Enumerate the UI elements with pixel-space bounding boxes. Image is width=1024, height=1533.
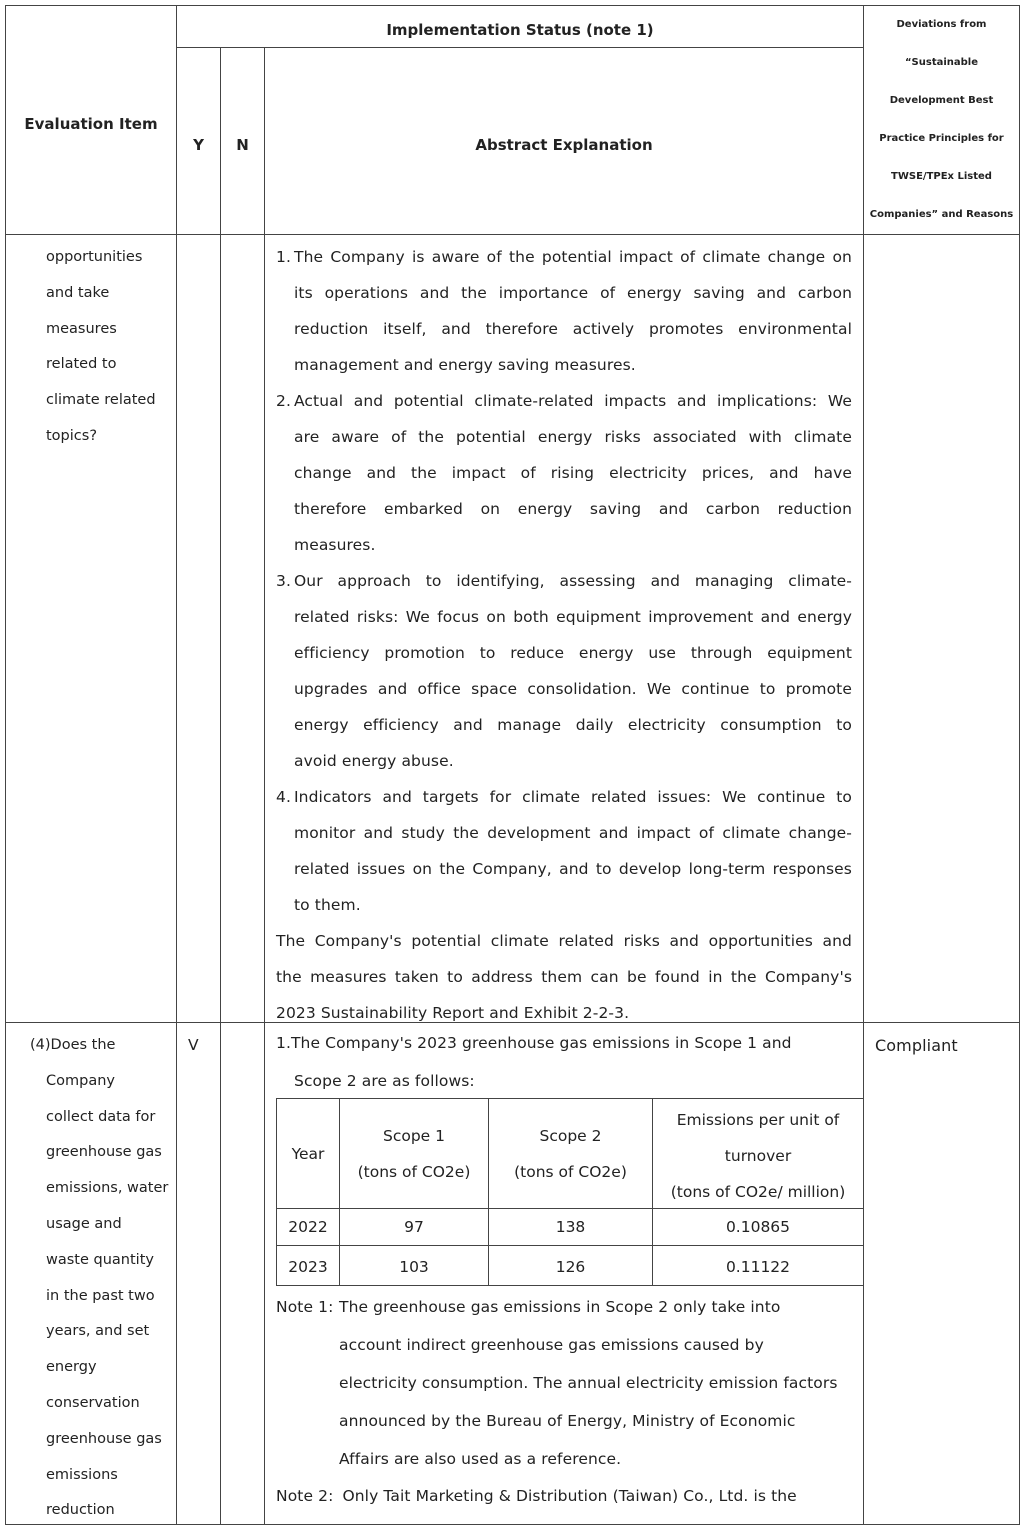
deviations-header-line: Deviations from — [896, 19, 987, 30]
emissions-cell-year: 2023 — [288, 1257, 328, 1276]
n-header: N — [236, 136, 249, 154]
deviations-header-line: Companies” and Reasons — [869, 209, 1014, 220]
implementation-status-header: Implementation Status (note 1) — [386, 21, 654, 39]
deviations-header-line: “Sustainable — [904, 57, 979, 68]
emissions-cell-per-unit: 0.11122 — [725, 1257, 791, 1276]
explanation-item-1 — [276, 239, 852, 383]
row1-explanation — [276, 239, 852, 1031]
intro-line: 1.The Company's 2023 greenhouse gas emissions in Scope 1 and — [276, 1034, 792, 1052]
row2-y-mark: V — [188, 1036, 199, 1054]
row2-evaluation-item — [30, 1028, 174, 1529]
item-number: 2. — [276, 392, 291, 410]
eval-line: emissions, water — [46, 1180, 169, 1197]
eval-line: emissions — [46, 1466, 118, 1483]
header-line: turnover — [724, 1147, 792, 1165]
closing-line: the measures taken to address them can be found in the Company's — [276, 968, 852, 986]
note1-line: account indirect greenhouse gas emissions caused by — [339, 1336, 764, 1354]
deviations-header-line: Practice Principles for — [879, 133, 1004, 144]
explanation-line: related risks: We focus on both equipment improvement and energy — [294, 608, 852, 626]
emissions-scope1-header — [340, 1099, 488, 1208]
closing-line: The Company's potential climate related risks and opportunities and — [276, 932, 852, 950]
emissions-cell-per-unit: 0.10865 — [725, 1218, 791, 1236]
explanation-item-3 — [276, 563, 852, 779]
explanation-line: measures. — [294, 536, 376, 554]
explanation-line: reduction itself, and therefore actively promotes environmental — [294, 320, 852, 338]
header-line: Scope 1 — [382, 1126, 445, 1145]
eval-line: collect data for — [46, 1108, 156, 1125]
explanation-line: management and energy saving measures. — [294, 356, 636, 374]
eval-line: greenhouse gas — [46, 1144, 162, 1161]
eval-line: greenhouse gas — [46, 1430, 162, 1447]
explanation-line: its operations and the importance of energy saving and carbon — [294, 284, 852, 302]
y-header: Y — [193, 136, 204, 154]
eval-line: related to — [46, 356, 117, 373]
deviations-header — [864, 6, 1019, 234]
note1-label: Note 1: — [276, 1298, 334, 1316]
note2-line: Only Tait Marketing & Distribution (Taiwan) Co., Ltd. is the — [342, 1487, 797, 1505]
eval-line: years, and set — [46, 1323, 150, 1340]
eval-line: in the past two — [46, 1287, 155, 1304]
eval-line: climate related — [46, 392, 156, 409]
deviations-header-line: TWSE/TPEx Listed — [891, 171, 992, 182]
table-right-border — [1019, 5, 1020, 1525]
item-number: 1. — [276, 248, 291, 266]
explanation-line: change and the impact of rising electricity prices, and have — [294, 464, 852, 482]
explanation-line: efficiency promotion to reduce energy use through equipment — [294, 644, 852, 662]
eval-line: Company — [46, 1072, 115, 1089]
explanation-line: to them. — [294, 896, 361, 914]
item-number: 4. — [276, 788, 291, 806]
explanation-line: avoid energy abuse. — [294, 752, 454, 770]
emissions-table-bottom — [276, 1285, 863, 1286]
explanation-line: Our approach to identifying, assessing and managing climate- — [294, 572, 852, 590]
emissions-table-row-divider — [276, 1245, 863, 1246]
note2-label: Note 2: — [276, 1487, 334, 1505]
note2 — [276, 1478, 856, 1514]
explanation-line: upgrades and office space consolidation. We continue to promote — [294, 680, 852, 698]
eval-line: reduction — [46, 1502, 115, 1519]
emissions-year-header: Year — [291, 1144, 325, 1163]
header-line: (tons of CO2e/ million) — [670, 1183, 846, 1201]
row2-deviation-compliant: Compliant — [875, 1036, 958, 1055]
note1-line: electricity consumption. The annual electricity emission factors — [339, 1374, 838, 1392]
deviations-header-line: Development Best — [889, 95, 994, 106]
emissions-cell-scope2: 138 — [555, 1218, 586, 1236]
emissions-cell-scope1: 103 — [399, 1257, 429, 1276]
abstract-explanation-header: Abstract Explanation — [475, 136, 653, 154]
explanation-line: related issues on the Company, and to develop long-term responses — [294, 860, 852, 878]
explanation-line: are aware of the potential energy risks associated with climate — [294, 428, 852, 446]
eval-line: (4)Does the — [30, 1037, 116, 1053]
header-line: (tons of CO2e) — [514, 1162, 627, 1181]
evaluation-item-header: Evaluation Item — [24, 115, 158, 133]
emissions-scope2-header — [489, 1099, 652, 1208]
explanation-item-2 — [276, 383, 852, 563]
item-number: 3. — [276, 572, 291, 590]
intro-line: Scope 2 are as follows: — [294, 1072, 475, 1090]
n-col-border — [264, 47, 265, 1525]
eval-line: measures — [46, 320, 117, 337]
y-col-border — [220, 47, 221, 1525]
header-line: (tons of CO2e) — [357, 1162, 471, 1181]
note1-line: The greenhouse gas emissions in Scope 2 only take into — [339, 1298, 781, 1316]
closing-line: 2023 Sustainability Report and Exhibit 2-2-3. — [276, 1004, 630, 1022]
eval-line: conservation — [46, 1394, 140, 1411]
note1-line: Affairs are also used as a reference. — [339, 1450, 622, 1468]
header-line: Emissions per unit of — [676, 1111, 840, 1129]
explanation-line: The Company is aware of the potential impact of climate change on — [294, 248, 852, 266]
eval-line: energy — [46, 1359, 97, 1376]
emissions-cell-scope1: 97 — [404, 1218, 424, 1236]
row1-evaluation-item — [46, 240, 174, 455]
explanation-line: energy efficiency and manage daily electricity consumption to — [294, 716, 852, 734]
explanation-line: Actual and potential climate-related impacts and implications: We — [294, 392, 852, 410]
emissions-cell-scope2: 126 — [555, 1257, 586, 1276]
row2-intro — [276, 1025, 856, 1099]
explanation-line: monitor and study the development and impact of climate change- — [294, 824, 852, 842]
emissions-per-unit-header — [653, 1104, 863, 1208]
note1 — [276, 1288, 856, 1478]
header-line: Scope 2 — [539, 1126, 602, 1145]
eval-line: opportunities — [46, 249, 143, 265]
eval-line: waste quantity — [46, 1251, 154, 1268]
note1-line: announced by the Bureau of Energy, Ministry of Economic — [339, 1412, 796, 1430]
explanation-line: therefore embarked on energy saving and carbon reduction — [294, 500, 852, 518]
eval-line: topics? — [46, 427, 98, 444]
eval-line: and take — [46, 284, 110, 301]
eval-line: usage and — [46, 1215, 122, 1232]
explanation-item-4 — [276, 779, 852, 923]
emissions-cell-year: 2022 — [288, 1218, 328, 1236]
explanation-line: Indicators and targets for climate related issues: We continue to — [294, 788, 852, 806]
